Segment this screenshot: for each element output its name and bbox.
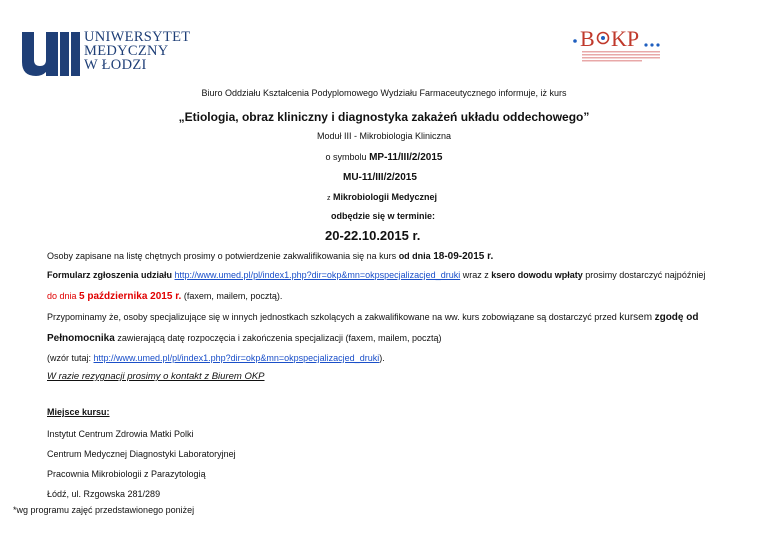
confirm-from-label: od dnia xyxy=(398,251,431,261)
representative-text: zawierającą datę rozpoczęcia i zakończenia specjalizacji (faxem, mailem, pocztą) xyxy=(117,333,442,343)
confirm-text: Osoby zapisane na listę chętnych prosimy o potwierdzenie zakwalifikowania się na kurs xyxy=(47,251,397,261)
paragraph-form xyxy=(47,270,705,280)
form-label: Formularz zgłoszenia udziału xyxy=(47,270,173,280)
reminder-consent: zgodę od xyxy=(654,312,699,323)
takes-place-text: odbędzie się w terminie: xyxy=(331,211,436,221)
university-name-line: UNIWERSYTET xyxy=(84,29,191,45)
deadline-end: (faxem, mailem, pocztą). xyxy=(183,291,283,301)
reminder-kursem: kursem xyxy=(619,312,653,323)
deadline-prefix: do dnia xyxy=(47,291,77,301)
place-line: Pracownia Mikrobiologii z Parazytologią xyxy=(47,469,206,479)
place-heading: Miejsce kursu: xyxy=(47,407,110,417)
subject-text: Mikrobiologii Medycznej xyxy=(333,192,438,202)
university-name-line: W ŁODZI xyxy=(84,57,147,73)
paragraph-representative xyxy=(47,333,441,344)
intro-text: Biuro Oddziału Kształcenia Podyplomowego Wydziału Farmaceutycznego informuje, iż kurs xyxy=(201,88,567,98)
paragraph-deadline xyxy=(47,291,282,302)
payment-proof-label: ksero dowodu wpłaty xyxy=(491,270,583,280)
paragraph-reminder xyxy=(47,312,698,323)
okp-logo xyxy=(572,24,722,72)
symbol-line-1 xyxy=(0,152,768,163)
template-suffix: ). xyxy=(379,353,385,363)
deadline-date: 5 października 2015 r. xyxy=(79,291,182,302)
university-name xyxy=(84,30,190,72)
reminder-text: Przypominamy że, osoby specjalizujące się w innych jednostkach szkolących a zakwalifikowane na ww. kurs zobowiązane są dostarczyć przed xyxy=(47,312,617,322)
svg-text:B: B xyxy=(580,26,595,51)
resignation-note: W razie rezygnacji prosimy o kontakt z Biurem OKP xyxy=(47,371,265,382)
footnote: *wg programu zajęć przedstawionego poniżej xyxy=(13,505,195,515)
svg-text:KP: KP xyxy=(611,26,640,51)
z-prefix: z xyxy=(327,195,331,202)
university-logo-icon xyxy=(20,30,80,76)
template-link[interactable]: http://www.umed.pl/pl/index1.php?dir=okp&mn=okpspecjalizacjed_druki xyxy=(93,353,380,363)
form-mid-text: wraz z xyxy=(462,270,489,280)
symbol-code-2: MU-11/III/2/2015 xyxy=(343,172,417,183)
place-line: Instytut Centrum Zdrowia Matki Polki xyxy=(47,429,194,439)
form-end-text: prosimy dostarczyć najpóźniej xyxy=(585,270,706,280)
representative-label: Pełnomocnika xyxy=(47,333,115,344)
confirm-date: 18-09-2015 r. xyxy=(433,251,494,262)
place-line: Łódź, ul. Rzgowska 281/289 xyxy=(47,489,161,499)
form-download-link[interactable]: http://www.umed.pl/pl/index1.php?dir=okp&mn=okpspecjalizacjed_druki xyxy=(174,270,461,280)
template-prefix: (wzór tutaj: xyxy=(47,353,92,363)
symbol-code: MP-11/III/2/2015 xyxy=(369,152,443,163)
paragraph-template xyxy=(47,353,385,363)
paragraph-confirm xyxy=(47,251,493,262)
place-line: Centrum Medycznej Diagnostyki Laboratoryjnej xyxy=(47,449,236,459)
okp-logo-icon xyxy=(572,24,722,72)
course-dates: 20-22.10.2015 r. xyxy=(325,228,421,243)
university-name-line: MEDYCZNY xyxy=(84,43,169,59)
subject-line xyxy=(327,192,437,202)
course-title: „Etiologia, obraz kliniczny i diagnostyka zakażeń układu oddechowego” xyxy=(178,110,590,124)
module-text: Moduł III - Mikrobiologia Kliniczna xyxy=(316,131,452,141)
symbol-prefix: o symbolu xyxy=(325,152,367,162)
